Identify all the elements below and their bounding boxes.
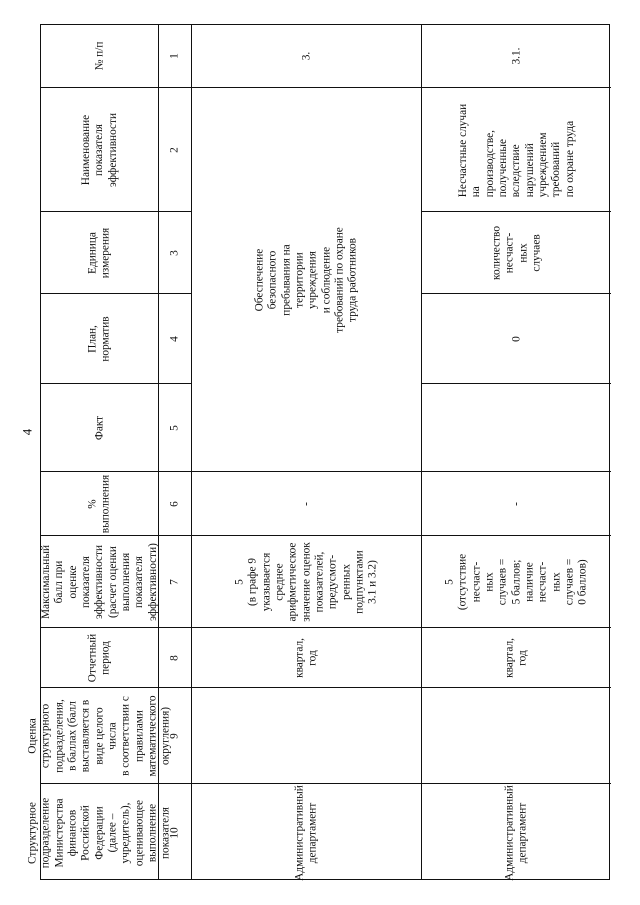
col-num-10: 10 [159, 783, 191, 881]
row-3-period: квартал, год [192, 627, 421, 687]
row-3-department: Административный департамент [192, 783, 421, 881]
col-num-9: 9 [159, 687, 191, 783]
row-3-1-period: квартал, год [422, 627, 611, 687]
col-num-1: 1 [168, 53, 181, 59]
row-3-1-num: 3.1. [509, 47, 522, 65]
header-plan: План, норматив [41, 293, 158, 383]
header-period: Отчетный период [41, 627, 158, 687]
row-3-pct: - [192, 471, 421, 535]
col-num-3: 3 [159, 211, 191, 293]
column-numbers-row [159, 25, 192, 879]
header-assessment: Оценка структурного подразделения, в баллах (балл выставляется в виде целого числа в соответствии с правилами математического округления) [41, 687, 158, 783]
row-3-1-unit: количество несчаст- ных случаев [422, 211, 611, 293]
col-num-4: 4 [159, 293, 191, 383]
row-3-1-plan: 0 [422, 293, 611, 383]
row-3-1-max-score: 5 (отсутствие несчаст- ных случаев = 5 баллов; наличие несчаст- ных случаев = 0 баллов) [422, 535, 611, 627]
row-3-name: Обеспечение безопасного пребывания на территории учреждения и соблюдение требований по охране труда работников [192, 87, 421, 471]
row-3-1-department: Административный департамент [422, 783, 611, 881]
col-num-2: 2 [159, 87, 191, 211]
header-name: Наименование показателя эффективности [41, 87, 158, 211]
row-3-max-score: 5 (в графе 9 указывается среднее арифметическое значение оценок показателей, предусмот- ренных подпунктами 3.1 и 3.2) [192, 535, 421, 627]
row-3-assessment [192, 687, 421, 783]
col-num-6: 6 [159, 471, 191, 535]
row-3-1-pct: - [422, 471, 611, 535]
header-unit: Единица измерения [41, 211, 158, 293]
table-row [422, 25, 611, 879]
header-max-score: Максимальный балл при оценке показателя эффективности (расчет оценки выполнения показателя эффективности) [41, 535, 158, 627]
header-department: Структурное подразделение Министерства финансов Российской Федерации (далее – учредитель), оценивающее выполнение показателя [41, 783, 158, 881]
col-num-8: 8 [159, 627, 191, 687]
table-row [192, 25, 422, 879]
col-num-5: 5 [159, 383, 191, 471]
col-num-7: 7 [159, 535, 191, 627]
header-fact: Факт [41, 383, 158, 471]
row-3-1-assessment [422, 687, 611, 783]
page-number: 4 [19, 428, 35, 436]
header-num: № п/п [92, 41, 105, 71]
header-pct: % выполнения [41, 471, 158, 535]
row-3-num: 3. [299, 51, 312, 61]
efficiency-indicators-table [26, 24, 610, 881]
row-3-1-name: Несчастные случаи на производстве, полученные вследствие нарушений учреждением требований по охране труда [422, 87, 611, 211]
row-3-1-fact [422, 383, 611, 471]
header-row [26, 25, 172, 879]
